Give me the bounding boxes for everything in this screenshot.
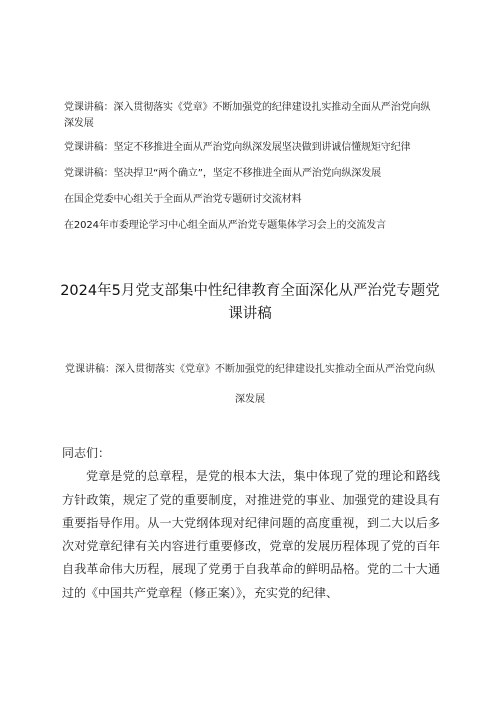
subtitle-line-1: 党课讲稿：深入贯彻落实《党章》不断加强党的纪律建设扎实推动全面从严治党向纵: [65, 364, 435, 375]
document-title: 2024年5月党支部集中性纪律教育全面深化从严治党专题党课讲稿: [60, 283, 440, 322]
related-articles-list: [64, 100, 436, 244]
toc-item-1[interactable]: 党课讲稿：深入贯彻落实《党章》不断加强党的纪律建设扎实推动全面从严治党向纵深发展: [64, 102, 431, 129]
greeting: 同志们：: [62, 446, 111, 460]
document-subtitle: [62, 362, 438, 408]
document-body: [62, 442, 440, 605]
toc-item-5[interactable]: 在2024年市委理论学习中心组全面从严治党专题集体学习会上的交流发言: [64, 220, 387, 231]
body-paragraph: 党章是党的总章程，是党的根本大法，集中体现了党的理论和路线方针政策，规定了党的重要制度，对推进党的事业、加强党的建设具有重要指导作用。从一大党纲体现对纪律问题的高度重视，到二大以后多次对党章纪律有关内容进行重要修改，党章的发展历程体现了党的百年自我革命伟大历程，展现了党勇于自我革命的鲜明品格。党的二十大通过的《中国共产党章程（修正案）》，充实党的纪律、: [62, 469, 440, 600]
toc-item-4[interactable]: 在国企党委中心组关于全面从严治党专题研讨交流材料: [64, 194, 302, 205]
subtitle-line-2: 深发展: [235, 394, 265, 405]
toc-item-2[interactable]: 党课讲稿：坚定不移推进全面从严治党向纵深发展坚决做到讲诚信懂规矩守纪律: [64, 142, 411, 153]
toc-item-3[interactable]: 党课讲稿：坚决捍卫“两个确立”，坚定不移推进全面从严治党向纵深发展: [64, 168, 382, 179]
